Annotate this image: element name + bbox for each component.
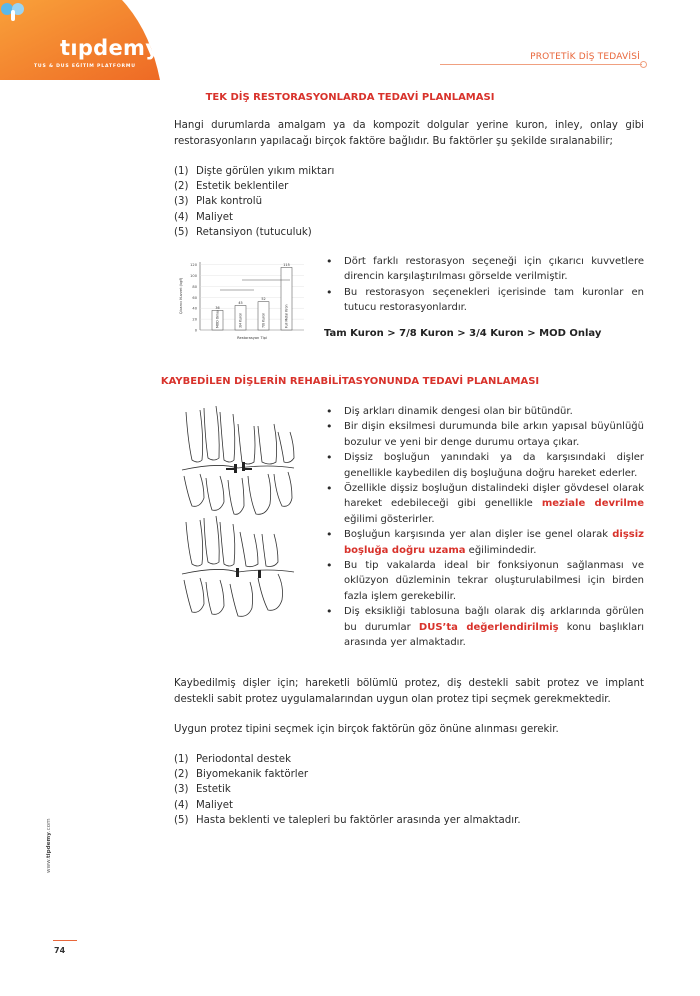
logo-icon: [0, 0, 26, 22]
factor-item: [174, 798, 521, 813]
highlighted-text: meziale devrilme: [541, 498, 644, 510]
bullet-item: [322, 558, 644, 604]
bullet-item: [322, 450, 644, 481]
bullet-text: eğilimi gösterirler.: [344, 513, 435, 525]
bullet-text: Diş eksikliği tablosuna bağlı olarak diş arklarında görülen bu durumlar: [344, 606, 644, 633]
factor-text: Plak kontrolü: [196, 196, 263, 208]
section3-paragraph-1: Kaybedilmiş dişler için; hareketli bölümlü protez, diş destekli sabit protez ve implant destekli sabit protez uygulamalarından uygun olan protez tipi seçmek gerekmektedir.: [174, 678, 644, 705]
factor-text: Hasta beklenti ve talepleri bu faktörler arasında yer almaktadır.: [196, 814, 521, 826]
chart-y-tick-label: 100: [190, 274, 197, 279]
bullet-item: [322, 419, 644, 450]
site-url: www.tipdemy.com: [46, 818, 52, 873]
bullet-text: Bir dişin eksilmesi durumunda bile arkın yapısal büyünlüğü bozulur ve yeni bir denge durumu ortaya çıkar.: [344, 421, 644, 448]
factor-number: (5): [174, 226, 189, 238]
chart-y-tick-label: 80: [192, 284, 197, 289]
factor-text: Estetik beklentiler: [196, 181, 289, 193]
section1-bullets: [322, 254, 644, 316]
chart-category-label: MOD Onlay: [215, 310, 220, 328]
chart-y-tick-label: 20: [192, 317, 197, 322]
factor-number: (2): [174, 181, 189, 193]
chart-x-axis-label: Restorasyon Tipi: [237, 336, 267, 340]
bullet-text: eğilimindedir.: [465, 544, 537, 556]
factor-number: (2): [174, 769, 189, 781]
section3-factor-list: [174, 752, 521, 828]
chart-value-label: 115: [283, 262, 290, 267]
chart-y-axis-label: Çıkarıcı Kuvvet (kgf): [179, 277, 183, 315]
chart-value-label: 36: [215, 305, 220, 310]
section3-paragraph-2: Uygun protez tipini seçmek için birçok faktörün göz önüne alınması gerekir.: [174, 724, 559, 735]
bullet-item: [322, 481, 644, 527]
section2-bullets: [322, 404, 644, 651]
factor-number: (5): [174, 814, 189, 826]
chart-y-tick-label: 0: [194, 328, 197, 333]
chart-value-label: 52: [261, 297, 266, 302]
highlighted-text: DUS’ta değerlendirilmiş: [418, 621, 559, 633]
chart-category-label: 7/8 Kuron: [261, 312, 266, 328]
brand-logo-text: tıpdemy: [60, 36, 160, 60]
factor-item: [174, 225, 334, 240]
chart-value-label: 45: [238, 301, 243, 306]
factor-text: Maliyet: [196, 211, 233, 223]
chart-y-tick-label: 120: [190, 263, 197, 268]
bullet-item: [322, 527, 644, 558]
factor-item: [174, 782, 521, 797]
highlighted-text: dişsiz boşluğa doğru uzama: [344, 529, 644, 556]
factor-text: Maliyet: [196, 799, 233, 811]
factor-text: Retansiyon (tutuculuk): [196, 226, 312, 238]
chart-category-label: Full Metal Kron: [284, 304, 289, 328]
bullet-text: Özellikle dişsiz boşluğun distalindeki dişler gövdesel olarak hareket edebileceği gibi genellikle: [344, 483, 644, 510]
factor-text: Periodontal destek: [196, 754, 291, 765]
chapter-divider: [440, 64, 642, 65]
bullet-item: [322, 404, 644, 419]
retention-bar-chart: [174, 256, 310, 342]
factor-number: (1): [174, 754, 189, 765]
chart-y-tick-label: 60: [192, 295, 197, 300]
factor-item: [174, 210, 334, 225]
bullet-text: Diş arkları dinamik dengesi olan bir bütündür.: [344, 406, 573, 417]
factor-item: [174, 179, 334, 194]
factor-number: (4): [174, 211, 189, 223]
factor-item: [174, 164, 334, 179]
bullet-item: • Bu restorasyon seçenekleri içerisinde tam kuronlar en tutucu restorasyonlardır.: [322, 285, 644, 316]
factor-item: [174, 194, 334, 209]
brand-tagline: TUS & DUS EĞİTİM PLATFORMU: [34, 64, 136, 69]
bullet-text: Dişsiz boşluğun yanındaki ya da karşısındaki dişler genellikle kaybedilen diş boşluğuna doğru hareket ederler.: [344, 452, 644, 479]
factor-item: [174, 813, 521, 828]
section1-factor-list: [174, 164, 334, 240]
factor-number: (4): [174, 799, 189, 811]
factor-item: [174, 752, 521, 767]
factor-number: (3): [174, 196, 189, 208]
factor-text: Estetik: [196, 784, 231, 796]
chapter-title: PROTETİK DİŞ TEDAVİSİ: [530, 52, 640, 62]
chart-y-tick-label: 40: [192, 306, 197, 311]
bullet-text: konu başlıkları arasında yer almaktadır.: [344, 621, 645, 649]
retention-summary: Tam Kuron > 7/8 Kuron > 3/4 Kuron > MOD Onlay: [324, 328, 602, 339]
bullet-item: • Dört farklı restorasyon seçeneği için çıkarıcı kuvvetlere direncin karşılaştırılması görselde verilmiştir.: [322, 254, 644, 285]
bullet-text: Boşluğun karşısında yer alan dişler ise genel olarak: [344, 529, 613, 541]
factor-number: (3): [174, 784, 189, 796]
chapter-divider-dot: [640, 61, 647, 68]
dental-arch-illustration: [178, 402, 296, 626]
bullet-item: [322, 604, 644, 650]
factor-item: [174, 767, 521, 782]
header-corner: [0, 0, 160, 78]
factor-text: Biyomekanik faktörler: [196, 769, 309, 781]
chart-category-label: 3/4 Kuron: [238, 312, 243, 328]
section2-title: KAYBEDİLEN DİŞLERİN REHABİLİTASYONUNDA TEDAVİ PLANLAMASI: [160, 376, 540, 387]
page-number-rule: [53, 940, 77, 941]
bullet-text: Bu tip vakalarda ideal bir fonksiyonun sağlanması ve oklüzyon düzleminin tekrar oluşturulabilmesi için birden fazla işlem gerekebilir.: [344, 560, 644, 602]
factor-number: (1): [174, 166, 189, 177]
section1-intro: Hangi durumlarda amalgam ya da kompozit dolgular yerine kuron, inley, onlay gibi restorasyonların yapılacağı birçok faktöre bağlıdır. Bu faktörler şu şekilde sıralanabilir;: [174, 120, 644, 147]
page-number: 74: [54, 946, 66, 955]
factor-text: Dişte görülen yıkım miktarı: [196, 166, 335, 177]
section1-title: TEK DİŞ RESTORASYONLARDA TEDAVİ PLANLAMASI: [205, 92, 495, 103]
